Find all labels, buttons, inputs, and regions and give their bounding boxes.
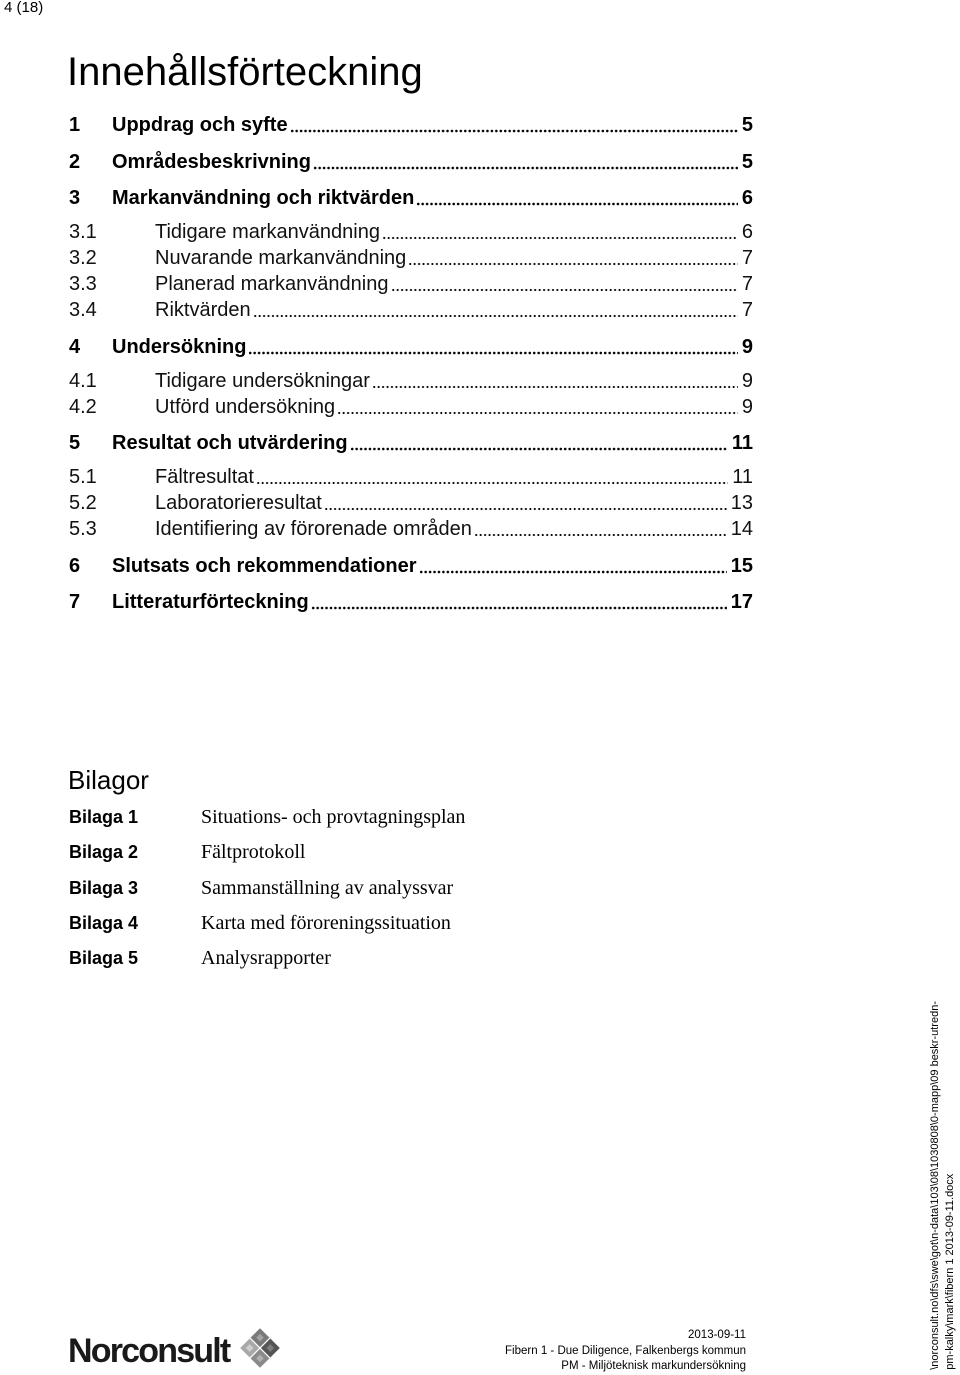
toc-entry-page: 13 xyxy=(730,492,753,514)
toc-entry-3-3[interactable] xyxy=(69,271,753,297)
toc-entry-number: 2 xyxy=(69,150,81,173)
toc-entry-number: 3.4 xyxy=(69,299,97,321)
toc-entry-page: 14 xyxy=(730,518,753,540)
toc-entry-title: Uppdrag och syfte xyxy=(112,114,288,136)
appendix-description: Situations- och provtagningsplan xyxy=(201,806,466,828)
footer-document-type: PM - Miljöteknisk markundersökning xyxy=(561,1360,746,1372)
toc-entry-3-1[interactable] xyxy=(69,219,753,245)
toc-dot-leader xyxy=(313,149,738,175)
toc-entry-title: Utförd undersökning xyxy=(155,395,336,418)
page-title: Innehållsförteckning xyxy=(67,50,423,94)
toc-entry-title: Laboratorieresultat xyxy=(155,492,322,514)
toc-dot-leader xyxy=(419,553,727,579)
toc-entry-number: 4 xyxy=(69,335,81,358)
toc-entry-number: 5.3 xyxy=(69,518,97,540)
appendix-item xyxy=(69,835,465,870)
toc-entry-5-3[interactable] xyxy=(69,516,753,542)
appendix-item xyxy=(69,906,465,941)
appendix-item xyxy=(69,871,465,906)
toc-entry-title: Resultat och utvärdering xyxy=(112,432,348,454)
toc-entry-page: 9 xyxy=(741,369,753,392)
toc-entry-title: Markanvändning och riktvärden xyxy=(112,187,415,209)
appendix-item xyxy=(69,800,465,835)
toc-dot-leader xyxy=(324,490,727,516)
toc-entry-3[interactable] xyxy=(69,185,753,211)
toc-entry-page: 17 xyxy=(730,591,753,613)
toc-entry-title: Slutsats och rekommendationer xyxy=(112,554,417,577)
toc-entry-1[interactable] xyxy=(69,112,753,138)
footer-document-info xyxy=(505,1328,746,1375)
appendix-label: Bilaga 3 xyxy=(69,877,139,898)
appendix-item xyxy=(69,941,465,976)
appendix-description: Analysrapporter xyxy=(201,947,331,969)
toc-entry-page: 11 xyxy=(732,466,753,488)
toc-dot-leader xyxy=(474,516,727,542)
toc-entry-5[interactable] xyxy=(69,430,753,456)
toc-entry-number: 7 xyxy=(69,591,81,613)
toc-entry-2[interactable] xyxy=(69,149,753,175)
toc-entry-number: 3 xyxy=(69,187,81,209)
toc-entry-title: Områdesbeskrivning xyxy=(112,150,311,173)
toc-entry-page: 5 xyxy=(741,114,753,136)
toc-dot-leader xyxy=(372,368,738,394)
toc-entry-page: 6 xyxy=(741,221,753,243)
toc-entry-page: 7 xyxy=(741,273,753,295)
toc-entry-page: 15 xyxy=(730,554,753,577)
toc-entry-title: Planerad markanvändning xyxy=(155,273,389,295)
page-number-label: 4 (18) xyxy=(4,0,44,16)
appendices-heading: Bilagor xyxy=(68,765,149,795)
footer-date: 2013-09-11 xyxy=(688,1329,746,1341)
toc-entry-page: 9 xyxy=(741,395,753,418)
toc-entry-5-1[interactable] xyxy=(69,464,753,490)
toc-entry-3-2[interactable] xyxy=(69,245,753,271)
toc-entry-page: 7 xyxy=(741,299,753,321)
toc-dot-leader xyxy=(408,245,738,271)
toc-entry-number: 5.1 xyxy=(69,466,97,488)
appendices-list xyxy=(69,800,465,976)
toc-dot-leader xyxy=(416,185,738,211)
appendix-description: Karta med föroreningssituation xyxy=(201,911,451,934)
appendix-label: Bilaga 1 xyxy=(69,807,139,827)
appendix-description: Sammanställning av analyssvar xyxy=(201,876,454,899)
toc-entry-number: 4.1 xyxy=(69,369,97,392)
toc-entry-title: Tidigare undersökningar xyxy=(155,369,370,392)
table-of-contents xyxy=(69,102,753,624)
toc-entry-page: 7 xyxy=(741,247,753,269)
appendix-label: Bilaga 2 xyxy=(69,842,139,863)
diamond-logo-icon xyxy=(238,1327,282,1369)
toc-entry-title: Nuvarande markanvändning xyxy=(155,247,407,269)
appendix-description: Fältprotokoll xyxy=(201,841,306,864)
toc-entry-number: 3.1 xyxy=(69,221,97,243)
toc-entry-number: 4.2 xyxy=(69,395,97,418)
toc-entry-title: Fältresultat xyxy=(155,466,254,488)
toc-dot-leader xyxy=(290,112,738,138)
toc-entry-number: 5.2 xyxy=(69,492,97,514)
toc-entry-page: 11 xyxy=(731,432,753,454)
toc-entry-title: Litteraturförteckning xyxy=(112,591,309,613)
toc-entry-6[interactable] xyxy=(69,553,753,579)
appendix-label: Bilaga 4 xyxy=(69,912,139,933)
toc-dot-leader xyxy=(382,219,738,245)
toc-entry-3-4[interactable] xyxy=(69,297,753,323)
file-path-margin-text xyxy=(928,1001,958,1370)
toc-entry-number: 5 xyxy=(69,432,81,454)
toc-entry-title: Tidigare markanvändning xyxy=(155,221,380,243)
norconsult-logo-wordmark: Norconsult xyxy=(68,1332,230,1370)
toc-entry-title: Undersökning xyxy=(112,335,247,358)
toc-entry-4-1[interactable] xyxy=(69,368,753,394)
toc-dot-leader xyxy=(311,589,727,615)
toc-entry-4-2[interactable] xyxy=(69,394,753,420)
toc-entry-page: 9 xyxy=(741,335,753,358)
toc-dot-leader xyxy=(253,297,738,323)
toc-entry-number: 3.2 xyxy=(69,247,97,269)
toc-entry-page: 5 xyxy=(741,150,753,173)
toc-dot-leader xyxy=(256,464,728,490)
toc-entry-number: 3.3 xyxy=(69,273,97,295)
toc-dot-leader xyxy=(391,271,738,297)
file-path-line-1: \norconsult.no\dfs\swe\got\n-data\103\08\1030808\0-mapp\09 beskr-utredn- xyxy=(929,1001,941,1370)
toc-dot-leader xyxy=(337,394,738,420)
toc-dot-leader xyxy=(350,430,728,456)
file-path-line-2: pm-kalky\mark\fibern 1 2013-09-11.docx xyxy=(944,1173,956,1370)
toc-dot-leader xyxy=(248,334,737,360)
appendix-label: Bilaga 5 xyxy=(69,948,139,968)
toc-entry-7[interactable] xyxy=(69,589,753,615)
toc-entry-5-2[interactable] xyxy=(69,490,753,516)
toc-entry-4[interactable] xyxy=(69,334,753,360)
footer-project: Fibern 1 - Due Diligence, Falkenbergs kommun xyxy=(505,1344,746,1357)
toc-entry-title: Identifiering av förorenade områden xyxy=(155,518,472,540)
toc-entry-title: Riktvärden xyxy=(155,299,251,321)
toc-entry-number: 6 xyxy=(69,554,81,577)
toc-entry-number: 1 xyxy=(69,114,81,136)
toc-entry-page: 6 xyxy=(741,187,753,209)
